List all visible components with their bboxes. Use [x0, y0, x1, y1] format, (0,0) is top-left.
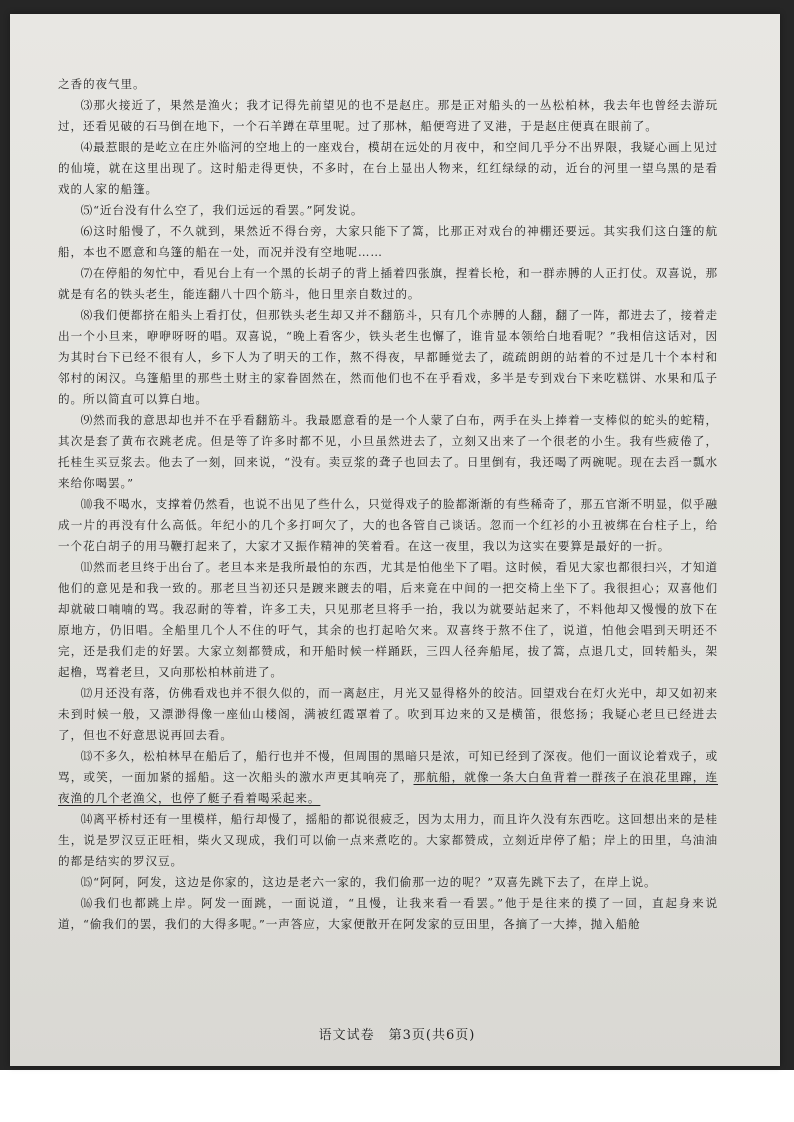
paragraph-text: ⑷最惹眼的是屹立在庄外临河的空地上的一座戏台，模胡在远处的月夜中，和空间几乎分不出界限，我疑心画上见过的仙境，就在这里出现了。这时船走得更快，不多时，在台上显出人物来，红红绿绿的动，近台的河里一望乌黑的是看戏的人家的船篷。	[58, 140, 718, 196]
paragraph-text: ⑶那火接近了，果然是渔火；我才记得先前望见的也不是赵庄。那是正对船头的一丛松柏林，我去年也曾经去游玩过，还看见破的石马倒在地下，一个石羊蹲在草里呢。过了那林，船便弯进了叉港，于是赵庄便真在眼前了。	[58, 98, 718, 133]
passage-paragraph	[58, 494, 718, 557]
passage-paragraph	[58, 305, 718, 410]
passage-paragraph	[58, 893, 718, 935]
passage-body	[58, 74, 718, 935]
passage-paragraph	[58, 746, 718, 809]
paragraph-text: ⑾然而老旦终于出台了。老旦本来是我所最怕的东西，尤其是怕他坐下了唱。这时候，看见大家也都很扫兴，才知道他们的意见是和我一致的。那老旦当初还只是踱来踱去的唱，后来竟在中间的一把交椅上坐下了。我很担心；双喜他们却就破口喃喃的骂。我忍耐的等着，许多工夫，只见那老旦将手一抬，我以为就要站起来了，不料他却又慢慢的放下在原地方，仍旧唱。全船里几个人不住的吁气，其余的也打起哈欠来。双喜终于熬不住了，说道，怕他会唱到天明还不完，还是我们走的好罢。大家立刻都赞成，和开船时候一样踊跃，三四人径奔船尾，拔了篙，点退几丈，回转船头，架起橹，骂着老旦，又向那松柏林前进了。	[58, 560, 718, 679]
paragraph-text: ⑺在停船的匆忙中，看见台上有一个黑的长胡子的背上插着四张旗，捏着长枪，和一群赤膊的人正打仗。双喜说，那就是有名的铁头老生，能连翻八十四个筋斗，他日里亲自数过的。	[58, 266, 718, 301]
paragraph-text: ⒀不多久，松柏林早在船后了，船行也并不慢，但周围的黑暗只是浓，可知已经到了深夜。他们一面议论着戏子，或骂，或笑，一面加紧的摇船。这一次船头的激水声更其响亮了，	[58, 749, 718, 784]
paragraph-text: ⑽我不喝水，支撑着仍然看，也说不出见了些什么，只觉得戏子的脸都渐渐的有些稀奇了，那五官渐不明显，似乎融成一片的再没有什么高低。年纪小的几个多打呵欠了，大的也各管自己谈话。忽而一个红衫的小丑被绑在台柱子上，给一个花白胡子的用马鞭打起来了，大家才又振作精神的笑着看。在这一夜里，我以为这实在要算是最好的一折。	[58, 497, 718, 553]
passage-paragraph	[58, 74, 718, 95]
paragraph-text: ⑻我们便都挤在船头上看打仗，但那铁头老生却又并不翻筋斗，只有几个赤膊的人翻，翻了一阵，都进去了，接着走出一个小旦来，咿咿呀呀的唱。双喜说，“晚上看客少，铁头老生也懈了，谁肯显本领给白地看呢？”我相信这话对，因为其时台下已经不很有人，乡下人为了明天的工作，熬不得夜，早都睡觉去了，疏疏朗朗的站着的不过是几十个本村和邻村的闲汉。乌篷船里的那些土财主的家眷固然在，然而他们也不在乎看戏，多半是专到戏台下来吃糕饼、水果和瓜子的。所以简直可以算白地。	[58, 308, 718, 406]
underlined-sentence: 那航船，就像一条大白鱼背着一群孩子在浪花里蹿，连夜渔的几个老渔父，也停了艇子看着喝采起来。	[58, 770, 719, 805]
paragraph-text: ⒃我们也都跳上岸。阿发一面跳，一面说道，“且慢，让我来看一看罢。”他于是往来的摸了一回，直起身来说道，“偷我们的罢，我们的大得多呢。”一声答应，大家便散开在阿发家的豆田里，各摘了一大捧，抛入船舱	[58, 896, 718, 931]
passage-paragraph	[58, 200, 718, 221]
passage-paragraph	[58, 137, 718, 200]
passage-paragraph	[58, 809, 718, 872]
passage-paragraph	[58, 872, 718, 893]
paragraph-text: ⑿月还没有落，仿佛看戏也并不很久似的，而一离赵庄，月光又显得格外的皎洁。回望戏台在灯火光中，却又如初来未到时候一般，又漂渺得像一座仙山楼阁，满被红霞罩着了。吹到耳边来的又是横笛，很悠扬；我疑心老旦已经进去了，但也不好意思说再回去看。	[58, 686, 718, 742]
page-footer: 语文试卷 第3页(共6页)	[318, 1028, 476, 1043]
passage-paragraph	[58, 221, 718, 263]
passage-paragraph	[58, 683, 718, 746]
passage-paragraph	[58, 410, 718, 494]
paragraph-text: ⑸“近台没有什么空了，我们远远的看罢。”阿发说。	[80, 203, 364, 217]
passage-paragraph	[58, 95, 718, 137]
passage-paragraph	[58, 557, 718, 683]
paragraph-text: ⑼然而我的意思却也并不在乎看翻筋斗。我最愿意看的是一个人蒙了白布，两手在头上捧着一支棒似的蛇头的蛇精，其次是套了黄布衣跳老虎。但是等了许多时都不见，小旦虽然进去了，立刻又出来了一个很老的小生。我有些疲倦了，托桂生买豆浆去。他去了一刻，回来说，“没有。卖豆浆的聋子也回去了。日里倒有，我还喝了两碗呢。现在去舀一瓢水来给你喝罢。”	[58, 413, 718, 490]
passage-paragraph	[58, 263, 718, 305]
paragraph-text: 之香的夜气里。	[58, 77, 146, 91]
paragraph-text: ⒁离平桥村还有一里模样，船行却慢了，摇船的都说很疲乏，因为太用力，而且许久没有东西吃。这回想出来的是桂生，说是罗汉豆正旺相，柴火又现成，我们可以偷一点来煮吃的。大家都赞成，立刻近岸停了船；岸上的田里，乌油油的都是结实的罗汉豆。	[58, 812, 718, 868]
paragraph-text: ⒂“阿阿，阿发，这边是你家的，这边是老六一家的，我们偷那一边的呢？”双喜先跳下去了，在岸上说。	[80, 875, 657, 889]
paragraph-text: ⑹这时船慢了，不久就到，果然近不得台旁，大家只能下了篙，比那正对戏台的神棚还要远。其实我们这白篷的航船，本也不愿意和乌篷的船在一处，而况并没有空地呢……	[58, 224, 718, 259]
